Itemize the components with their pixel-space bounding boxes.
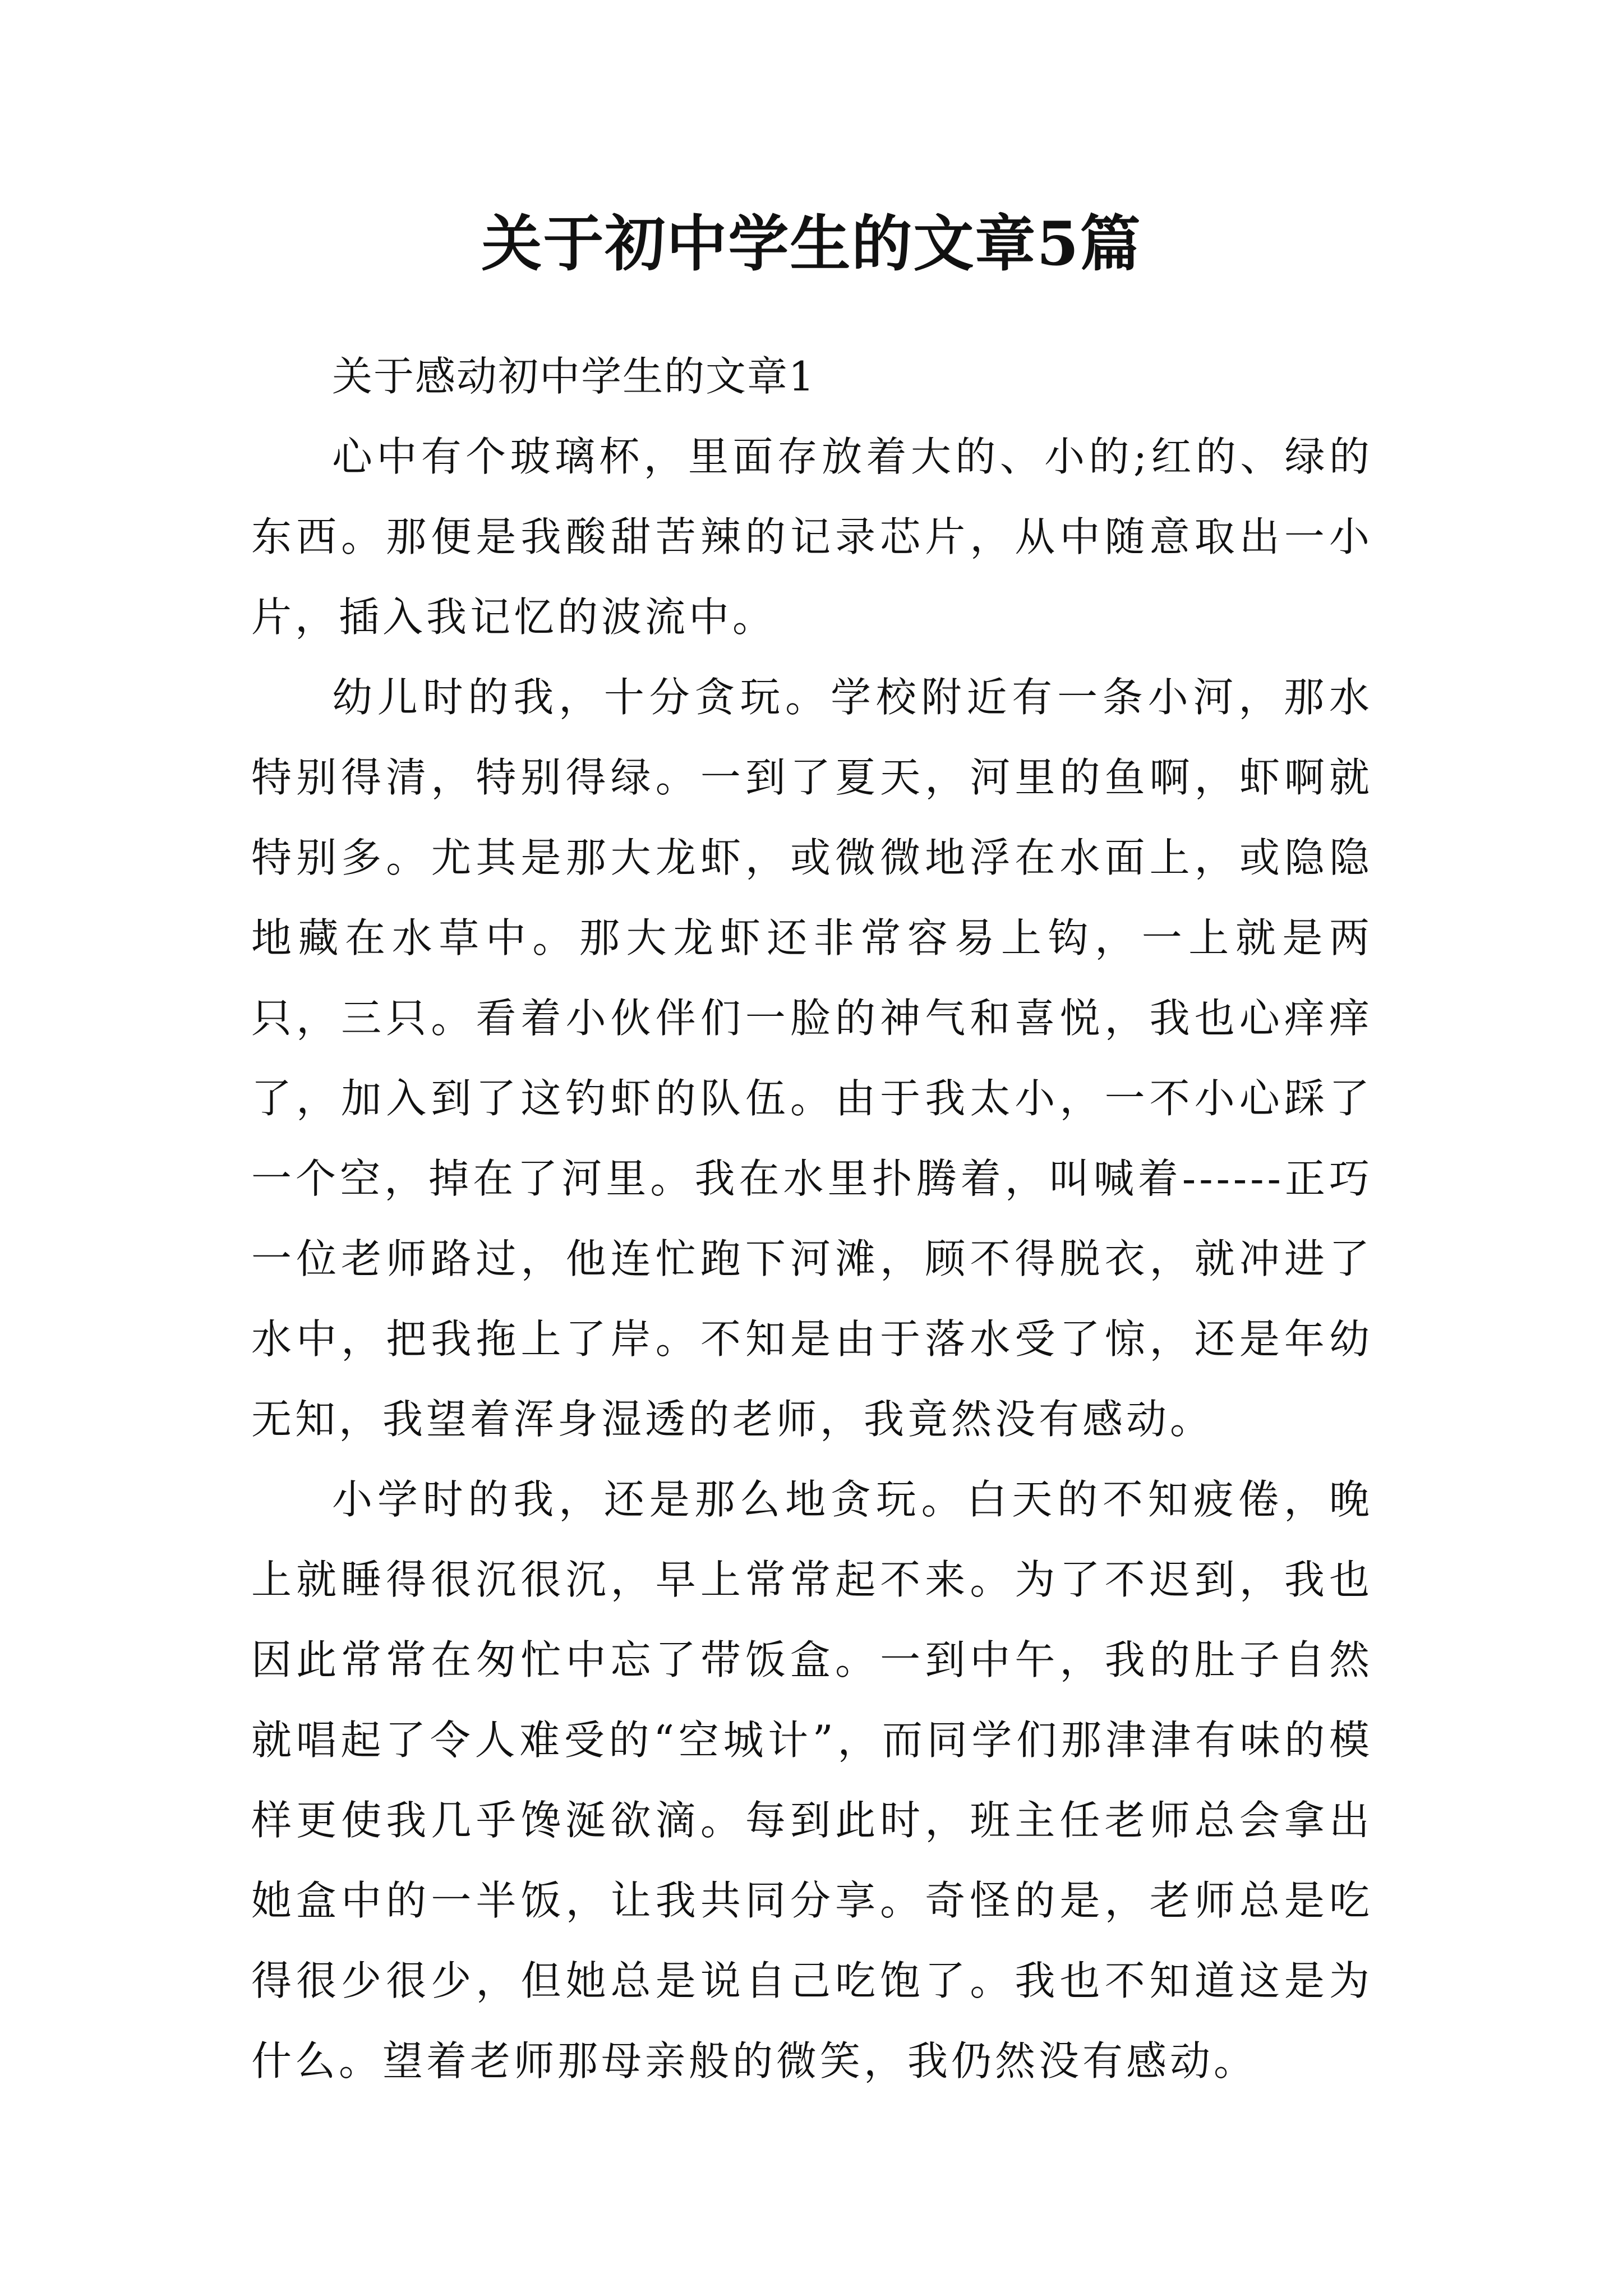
paragraph-2: 幼儿时的我，十分贪玩。学校附近有一条小河，那水特别得清，特别得绿。一到了夏天，河里的鱼啊，虾啊就特别多。尤其是那大龙虾，或微微地浮在水面上，或隐隐地藏在水草中。那大龙虾还非常容易上钩，一上就是两只，三只。看着小伙伴们一脸的神气和喜悦，我也心痒痒了，加入到了这钓虾的队伍。由于我太小，一不小心踩了一个空，掉在了河里。我在水里扑腾着，叫喊着------正巧一位老师路过，他连忙跑下河滩，顾不得脱衣，就冲进了水中，把我拖上了岸。不知是由于落水受了惊，还是年幼无知，我望着浑身湿透的老师，我竟然没有感动。 xyxy=(251,674,1373,1443)
paragraph-3: 小学时的我，还是那么地贪玩。白天的不知疲倦，晚上就睡得很沉很沉，早上常常起不来。为了不迟到，我也因此常常在匆忙中忘了带饭盒。一到中午，我的肚子自然就唱起了令人难受的“空城计”，而同学们那津津有味的模样更使我几乎馋涎欲滴。每到此时，班主任老师总会拿出她盒中的一半饭，让我共同分享。奇怪的是，老师总是吃得很少很少，但她总是说自己吃饱了。我也不知道这是为什么。望着老师那母亲般的微笑，我仍然没有感动。 xyxy=(251,1476,1373,2085)
paragraph-1: 心中有个玻璃杯，里面存放着大的、小的;红的、绿的东西。那便是我酸甜苦辣的记录芯片，从中随意取出一小片，插入我记忆的波流中。 xyxy=(251,433,1373,641)
section-heading: 关于感动初中学生的文章1 xyxy=(332,353,815,400)
document-body xyxy=(251,337,1373,2101)
document-title: 关于初中学生的文章5篇 xyxy=(481,209,1142,279)
